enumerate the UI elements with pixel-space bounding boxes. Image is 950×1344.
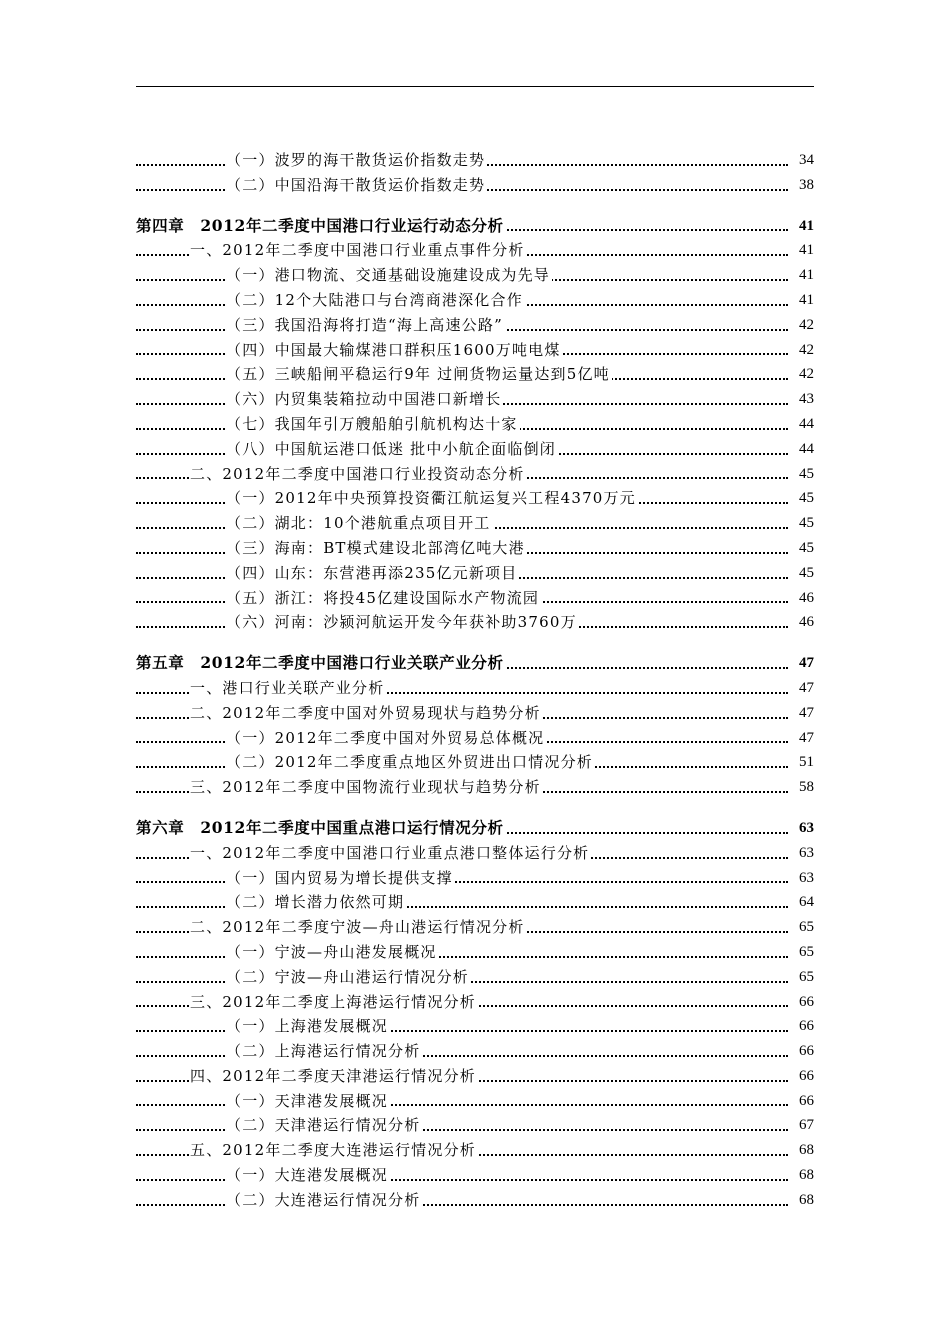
toc-entry-title: （一）宁波—舟山港发展概况 bbox=[226, 942, 437, 961]
toc-page-number: 65 bbox=[797, 965, 814, 990]
toc-entry-title: 三、2012年二季度中国物流行业现状与趋势分析 bbox=[190, 778, 541, 797]
toc-subsection[interactable] bbox=[136, 866, 814, 891]
toc-section[interactable] bbox=[136, 238, 814, 263]
toc-page-number: 66 bbox=[797, 1014, 814, 1039]
toc-page-number: 63 bbox=[797, 841, 814, 866]
toc-page-number: 43 bbox=[797, 387, 814, 412]
toc-subsection[interactable] bbox=[136, 387, 814, 412]
toc-page-number: 66 bbox=[797, 1064, 814, 1089]
toc-entry-title: （二）湖北：10个港航重点项目开工 bbox=[226, 514, 491, 533]
toc-page-number: 47 bbox=[797, 676, 814, 701]
toc-entry-title: 四、2012年二季度天津港运行情况分析 bbox=[190, 1066, 476, 1085]
toc-page-number: 51 bbox=[797, 750, 814, 775]
header-rule bbox=[136, 86, 814, 87]
toc-entry-title: 一、2012年二季度中国港口行业重点港口整体运行分析 bbox=[190, 843, 590, 862]
toc-page-number: 38 bbox=[797, 173, 814, 198]
toc-entry-title: （二）上海港运行情况分析 bbox=[226, 1042, 421, 1061]
toc-page-number: 47 bbox=[797, 726, 814, 751]
toc-entry-title: （二）增长潜力依然可期 bbox=[226, 893, 405, 912]
toc-page-number: 41 bbox=[797, 238, 814, 263]
toc-page-number: 45 bbox=[797, 486, 814, 511]
toc-entry-title: （五）三峡船闸平稳运行9年 过闸货物运量达到5亿吨 bbox=[226, 365, 610, 384]
toc-entry-title: （四）中国最大输煤港口群积压1600万吨电煤 bbox=[226, 340, 561, 359]
toc-subsection[interactable] bbox=[136, 1188, 814, 1213]
toc-subsection[interactable] bbox=[136, 338, 814, 363]
toc-page-number: 63 bbox=[797, 866, 814, 891]
toc-subsection[interactable] bbox=[136, 750, 814, 775]
toc-page-number: 47 bbox=[797, 701, 814, 726]
toc-page-number: 45 bbox=[797, 561, 814, 586]
toc-page-number: 66 bbox=[797, 1039, 814, 1064]
toc-subsection[interactable] bbox=[136, 362, 814, 387]
toc-subsection[interactable] bbox=[136, 412, 814, 437]
toc-chapter[interactable] bbox=[136, 651, 814, 676]
toc-entry-title: 一、港口行业关联产业分析 bbox=[190, 678, 385, 697]
toc-subsection[interactable] bbox=[136, 1089, 814, 1114]
toc-section[interactable] bbox=[136, 1064, 814, 1089]
toc-subsection[interactable] bbox=[136, 610, 814, 635]
toc-page-number: 44 bbox=[797, 412, 814, 437]
toc-section[interactable] bbox=[136, 701, 814, 726]
toc-page-number: 42 bbox=[797, 313, 814, 338]
toc-page-number: 41 bbox=[797, 214, 814, 239]
toc-entry-title: （一）港口物流、交通基础设施建设成为先导 bbox=[226, 266, 551, 285]
toc-entry-title: （二）12个大陆港口与台湾商港深化合作 bbox=[226, 290, 523, 309]
toc-entry-title: （六）内贸集装箱拉动中国港口新增长 bbox=[226, 390, 502, 409]
toc-entry-title: （一）2012年二季度中国对外贸易总体概况 bbox=[226, 728, 545, 747]
toc-entry-title: （七）我国年引万艘船舶引航机构达十家 bbox=[226, 414, 518, 433]
toc-page-number: 66 bbox=[797, 1089, 814, 1114]
toc-entry-title: （二）宁波—舟山港运行情况分析 bbox=[226, 967, 470, 986]
toc-entry-title: （八）中国航运港口低迷 批中小航企面临倒闭 bbox=[226, 439, 556, 458]
toc-subsection[interactable] bbox=[136, 1039, 814, 1064]
toc-chapter[interactable] bbox=[136, 214, 814, 239]
toc-section[interactable] bbox=[136, 676, 814, 701]
toc-page-number: 44 bbox=[797, 437, 814, 462]
toc-page-number: 34 bbox=[797, 148, 814, 173]
toc-section[interactable] bbox=[136, 462, 814, 487]
toc-entry-title: （一）上海港发展概况 bbox=[226, 1017, 389, 1036]
toc-chapter[interactable] bbox=[136, 816, 814, 841]
toc-subsection[interactable] bbox=[136, 263, 814, 288]
toc-subsection[interactable] bbox=[136, 437, 814, 462]
toc-page-number: 63 bbox=[797, 816, 814, 841]
toc-entry-title: （一）国内贸易为增长提供支撑 bbox=[226, 868, 453, 887]
toc-page-number: 46 bbox=[797, 610, 814, 635]
toc-page-number: 45 bbox=[797, 511, 814, 536]
toc-subsection[interactable] bbox=[136, 511, 814, 536]
toc-entry-title: （三）我国沿海将打造“海上高速公路” bbox=[226, 315, 503, 334]
toc-subsection[interactable] bbox=[136, 586, 814, 611]
toc-page-number: 68 bbox=[797, 1138, 814, 1163]
toc-entry-title: 二、2012年二季度宁波—舟山港运行情况分析 bbox=[190, 918, 525, 937]
toc-page-number: 41 bbox=[797, 288, 814, 313]
toc-subsection[interactable] bbox=[136, 288, 814, 313]
toc-page-number: 66 bbox=[797, 990, 814, 1015]
toc-page-number: 42 bbox=[797, 338, 814, 363]
toc-page-number: 67 bbox=[797, 1113, 814, 1138]
toc-page-number: 41 bbox=[797, 263, 814, 288]
toc-page-number: 46 bbox=[797, 586, 814, 611]
toc-entry-title: 一、2012年二季度中国港口行业重点事件分析 bbox=[190, 241, 525, 260]
toc-entry-title: 三、2012年二季度上海港运行情况分析 bbox=[190, 992, 476, 1011]
toc-subsection[interactable] bbox=[136, 486, 814, 511]
table-of-contents bbox=[136, 148, 814, 1213]
toc-page-number: 68 bbox=[797, 1163, 814, 1188]
toc-entry-title: 五、2012年二季度大连港运行情况分析 bbox=[190, 1141, 476, 1160]
toc-entry-title: （三）海南：BT模式建设北部湾亿吨大港 bbox=[226, 538, 525, 557]
toc-page-number: 47 bbox=[797, 651, 814, 676]
toc-page-number: 65 bbox=[797, 940, 814, 965]
toc-entry-title: 第六章 2012年二季度中国重点港口运行情况分析 bbox=[136, 817, 504, 837]
toc-entry-title: （六）河南：沙颍河航运开发今年获补助3760万 bbox=[226, 613, 577, 632]
toc-entry-title: （一）波罗的海干散货运价指数走势 bbox=[226, 151, 486, 169]
toc-section[interactable] bbox=[136, 915, 814, 940]
toc-subsection[interactable] bbox=[136, 1113, 814, 1138]
toc-subsection[interactable] bbox=[136, 940, 814, 965]
toc-page-number: 65 bbox=[797, 915, 814, 940]
toc-entry-title: （一）大连港发展概况 bbox=[226, 1166, 389, 1185]
toc-subsection[interactable] bbox=[136, 173, 814, 198]
toc-subsection[interactable] bbox=[136, 890, 814, 915]
toc-entry-title: 第四章 2012年二季度中国港口行业运行动态分析 bbox=[136, 215, 504, 235]
toc-section[interactable] bbox=[136, 775, 814, 800]
toc-entry-title: （一）天津港发展概况 bbox=[226, 1091, 389, 1110]
toc-entry-title: （五）浙江：将投45亿建设国际水产物流园 bbox=[226, 588, 540, 607]
toc-subsection[interactable] bbox=[136, 536, 814, 561]
toc-subsection[interactable] bbox=[136, 561, 814, 586]
toc-entry-title: （四）山东：东营港再添235亿元新项目 bbox=[226, 563, 518, 582]
toc-page-number: 68 bbox=[797, 1188, 814, 1213]
toc-page-number: 45 bbox=[797, 462, 814, 487]
toc-section[interactable] bbox=[136, 1138, 814, 1163]
toc-page-number: 58 bbox=[797, 775, 814, 800]
toc-page-number: 45 bbox=[797, 536, 814, 561]
toc-section[interactable] bbox=[136, 990, 814, 1015]
toc-entry-title: （二）大连港运行情况分析 bbox=[226, 1190, 421, 1209]
toc-page-number: 42 bbox=[797, 362, 814, 387]
toc-subsection[interactable] bbox=[136, 313, 814, 338]
toc-entry-title: 二、2012年二季度中国对外贸易现状与趋势分析 bbox=[190, 703, 541, 722]
toc-entry-title: 二、2012年二季度中国港口行业投资动态分析 bbox=[190, 464, 525, 483]
toc-subsection[interactable] bbox=[136, 1014, 814, 1039]
toc-subsection[interactable] bbox=[136, 965, 814, 990]
toc-section[interactable] bbox=[136, 841, 814, 866]
toc-subsection[interactable] bbox=[136, 148, 814, 173]
toc-subsection[interactable] bbox=[136, 726, 814, 751]
toc-entry-title: （二）2012年二季度重点地区外贸进出口情况分析 bbox=[226, 753, 593, 772]
toc-page-number: 64 bbox=[797, 890, 814, 915]
toc-entry-title: 第五章 2012年二季度中国港口行业关联产业分析 bbox=[136, 653, 504, 673]
toc-subsection[interactable] bbox=[136, 1163, 814, 1188]
toc-entry-title: （二）天津港运行情况分析 bbox=[226, 1116, 421, 1135]
toc-entry-title: （二）中国沿海干散货运价指数走势 bbox=[226, 175, 486, 194]
toc-entry-title: （一）2012年中央预算投资衢江航运复兴工程4370万元 bbox=[226, 489, 636, 508]
